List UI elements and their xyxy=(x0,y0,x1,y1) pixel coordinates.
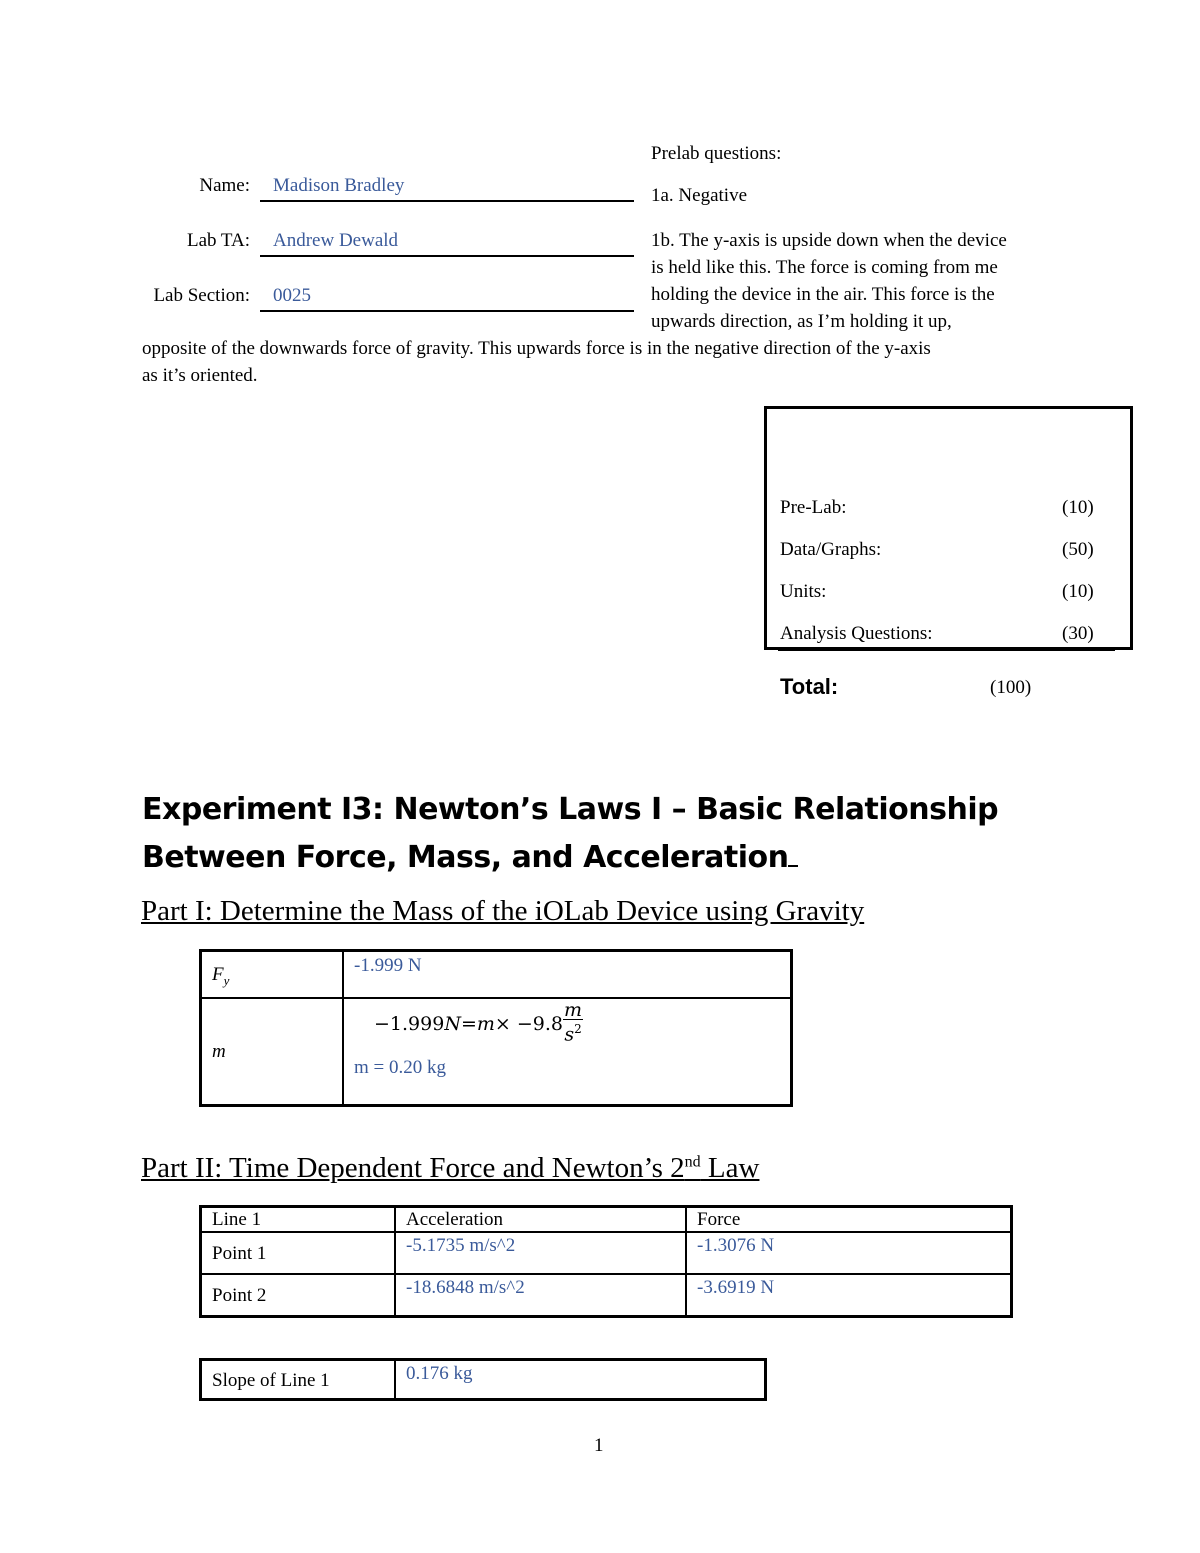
eq-n: N xyxy=(444,1012,461,1035)
part1-table xyxy=(199,949,793,1107)
prelab-1b-line: is held like this. The force is coming from me xyxy=(651,257,998,278)
acceleration-cell[interactable]: -5.1735 m/s^2 xyxy=(395,1232,686,1274)
score-label-prelab: Pre-Lab: xyxy=(780,497,847,518)
title-line-1: Experiment I3: Newton’s Laws I – Basic Relationship xyxy=(142,792,999,827)
slope-label: Slope of Line 1 xyxy=(201,1360,396,1400)
table-row xyxy=(201,1232,1012,1274)
prelab-answer-1a: 1a. Negative xyxy=(651,185,748,206)
fy-label-main: F xyxy=(212,964,224,985)
eq-times: × −9.8 xyxy=(494,1012,564,1035)
part2-heading-sup: nd xyxy=(684,1153,701,1171)
part2-heading xyxy=(141,1152,759,1185)
table-row xyxy=(201,1274,1012,1316)
m-label xyxy=(201,998,344,1106)
lab-ta-value: Andrew Dewald xyxy=(273,230,399,251)
row-label: Point 2 xyxy=(201,1274,396,1316)
total-divider xyxy=(778,648,1115,651)
name-value: Madison Bradley xyxy=(273,175,405,196)
force-cell[interactable]: -3.6919 N xyxy=(686,1274,1012,1316)
score-label-data-graphs: Data/Graphs: xyxy=(780,539,882,560)
eq-exp: 2 xyxy=(574,1021,582,1036)
lab-section-label: Lab Section: xyxy=(153,285,250,306)
prelab-1b-line: 1b. The y-axis is upside down when the device xyxy=(651,230,1007,251)
total-label: Total: xyxy=(780,674,839,699)
fy-value-cell[interactable] xyxy=(343,951,792,998)
prelab-1b-line: holding the device in the air. This force is the xyxy=(651,284,995,305)
m-value-cell[interactable] xyxy=(343,998,792,1106)
part2-heading-post: Law xyxy=(700,1152,760,1184)
mass-equation xyxy=(354,998,790,1053)
lab-section-field[interactable] xyxy=(260,284,634,312)
part2-table xyxy=(199,1205,1013,1318)
lab-section-value: 0025 xyxy=(273,285,311,306)
fy-label-sub: y xyxy=(223,972,230,988)
lab-ta-label: Lab TA: xyxy=(186,230,250,251)
fy-value: -1.999 N xyxy=(354,955,422,976)
fy-label xyxy=(201,951,344,998)
col-header-acceleration: Acceleration xyxy=(395,1207,686,1233)
prelab-1b-line: opposite of the downwards force of gravity. This upwards force is in the negative direction of the y-axis xyxy=(142,338,931,359)
eq-left: −1.999 xyxy=(374,1012,445,1035)
title-underscore xyxy=(788,839,798,867)
eq-den-wrap xyxy=(563,1020,583,1043)
m-value: m = 0.20 kg xyxy=(354,1056,446,1078)
col-header-line1: Line 1 xyxy=(201,1207,396,1233)
score-points-data-graphs: (50) xyxy=(1062,539,1094,560)
page-number: 1 xyxy=(594,1435,604,1456)
eq-m: m xyxy=(476,1012,495,1035)
title-line-2 xyxy=(142,834,998,882)
prelab-1b-line: upwards direction, as I’m holding it up, xyxy=(651,311,952,332)
title-line-2-text: Between Force, Mass, and Acceleration xyxy=(142,840,789,875)
eq-fraction xyxy=(563,998,583,1045)
acceleration-cell[interactable]: -18.6848 m/s^2 xyxy=(395,1274,686,1316)
score-points-prelab: (10) xyxy=(1062,497,1094,518)
name-label: Name: xyxy=(199,175,250,196)
slope-table xyxy=(199,1358,767,1401)
prelab-heading: Prelab questions: xyxy=(651,143,782,164)
m-label-text: m xyxy=(212,1040,226,1062)
row-label: Point 1 xyxy=(201,1232,396,1274)
slope-value[interactable]: 0.176 kg xyxy=(395,1360,766,1400)
score-points-units: (10) xyxy=(1062,581,1094,602)
experiment-title xyxy=(142,786,998,882)
score-points-analysis: (30) xyxy=(1062,623,1094,644)
prelab-answer-1b-continued xyxy=(142,335,1092,389)
eq-num: m xyxy=(564,998,583,1021)
eq-equals: = xyxy=(460,1012,477,1035)
score-label-analysis: Analysis Questions: xyxy=(780,623,933,644)
part1-heading: Part I: Determine the Mass of the iOLab Device using Gravity xyxy=(141,895,865,927)
eq-den: s xyxy=(564,1022,575,1045)
score-box xyxy=(764,406,1133,650)
score-label-units: Units: xyxy=(780,581,827,602)
prelab-answer-1b xyxy=(651,227,1007,335)
total-points: (100) xyxy=(990,677,1032,698)
prelab-1b-line: as it’s oriented. xyxy=(142,365,258,386)
force-cell[interactable]: -1.3076 N xyxy=(686,1232,1012,1274)
part2-heading-pre: Part II: Time Dependent Force and Newton’s 2 xyxy=(141,1152,685,1184)
col-header-force: Force xyxy=(686,1207,1012,1233)
